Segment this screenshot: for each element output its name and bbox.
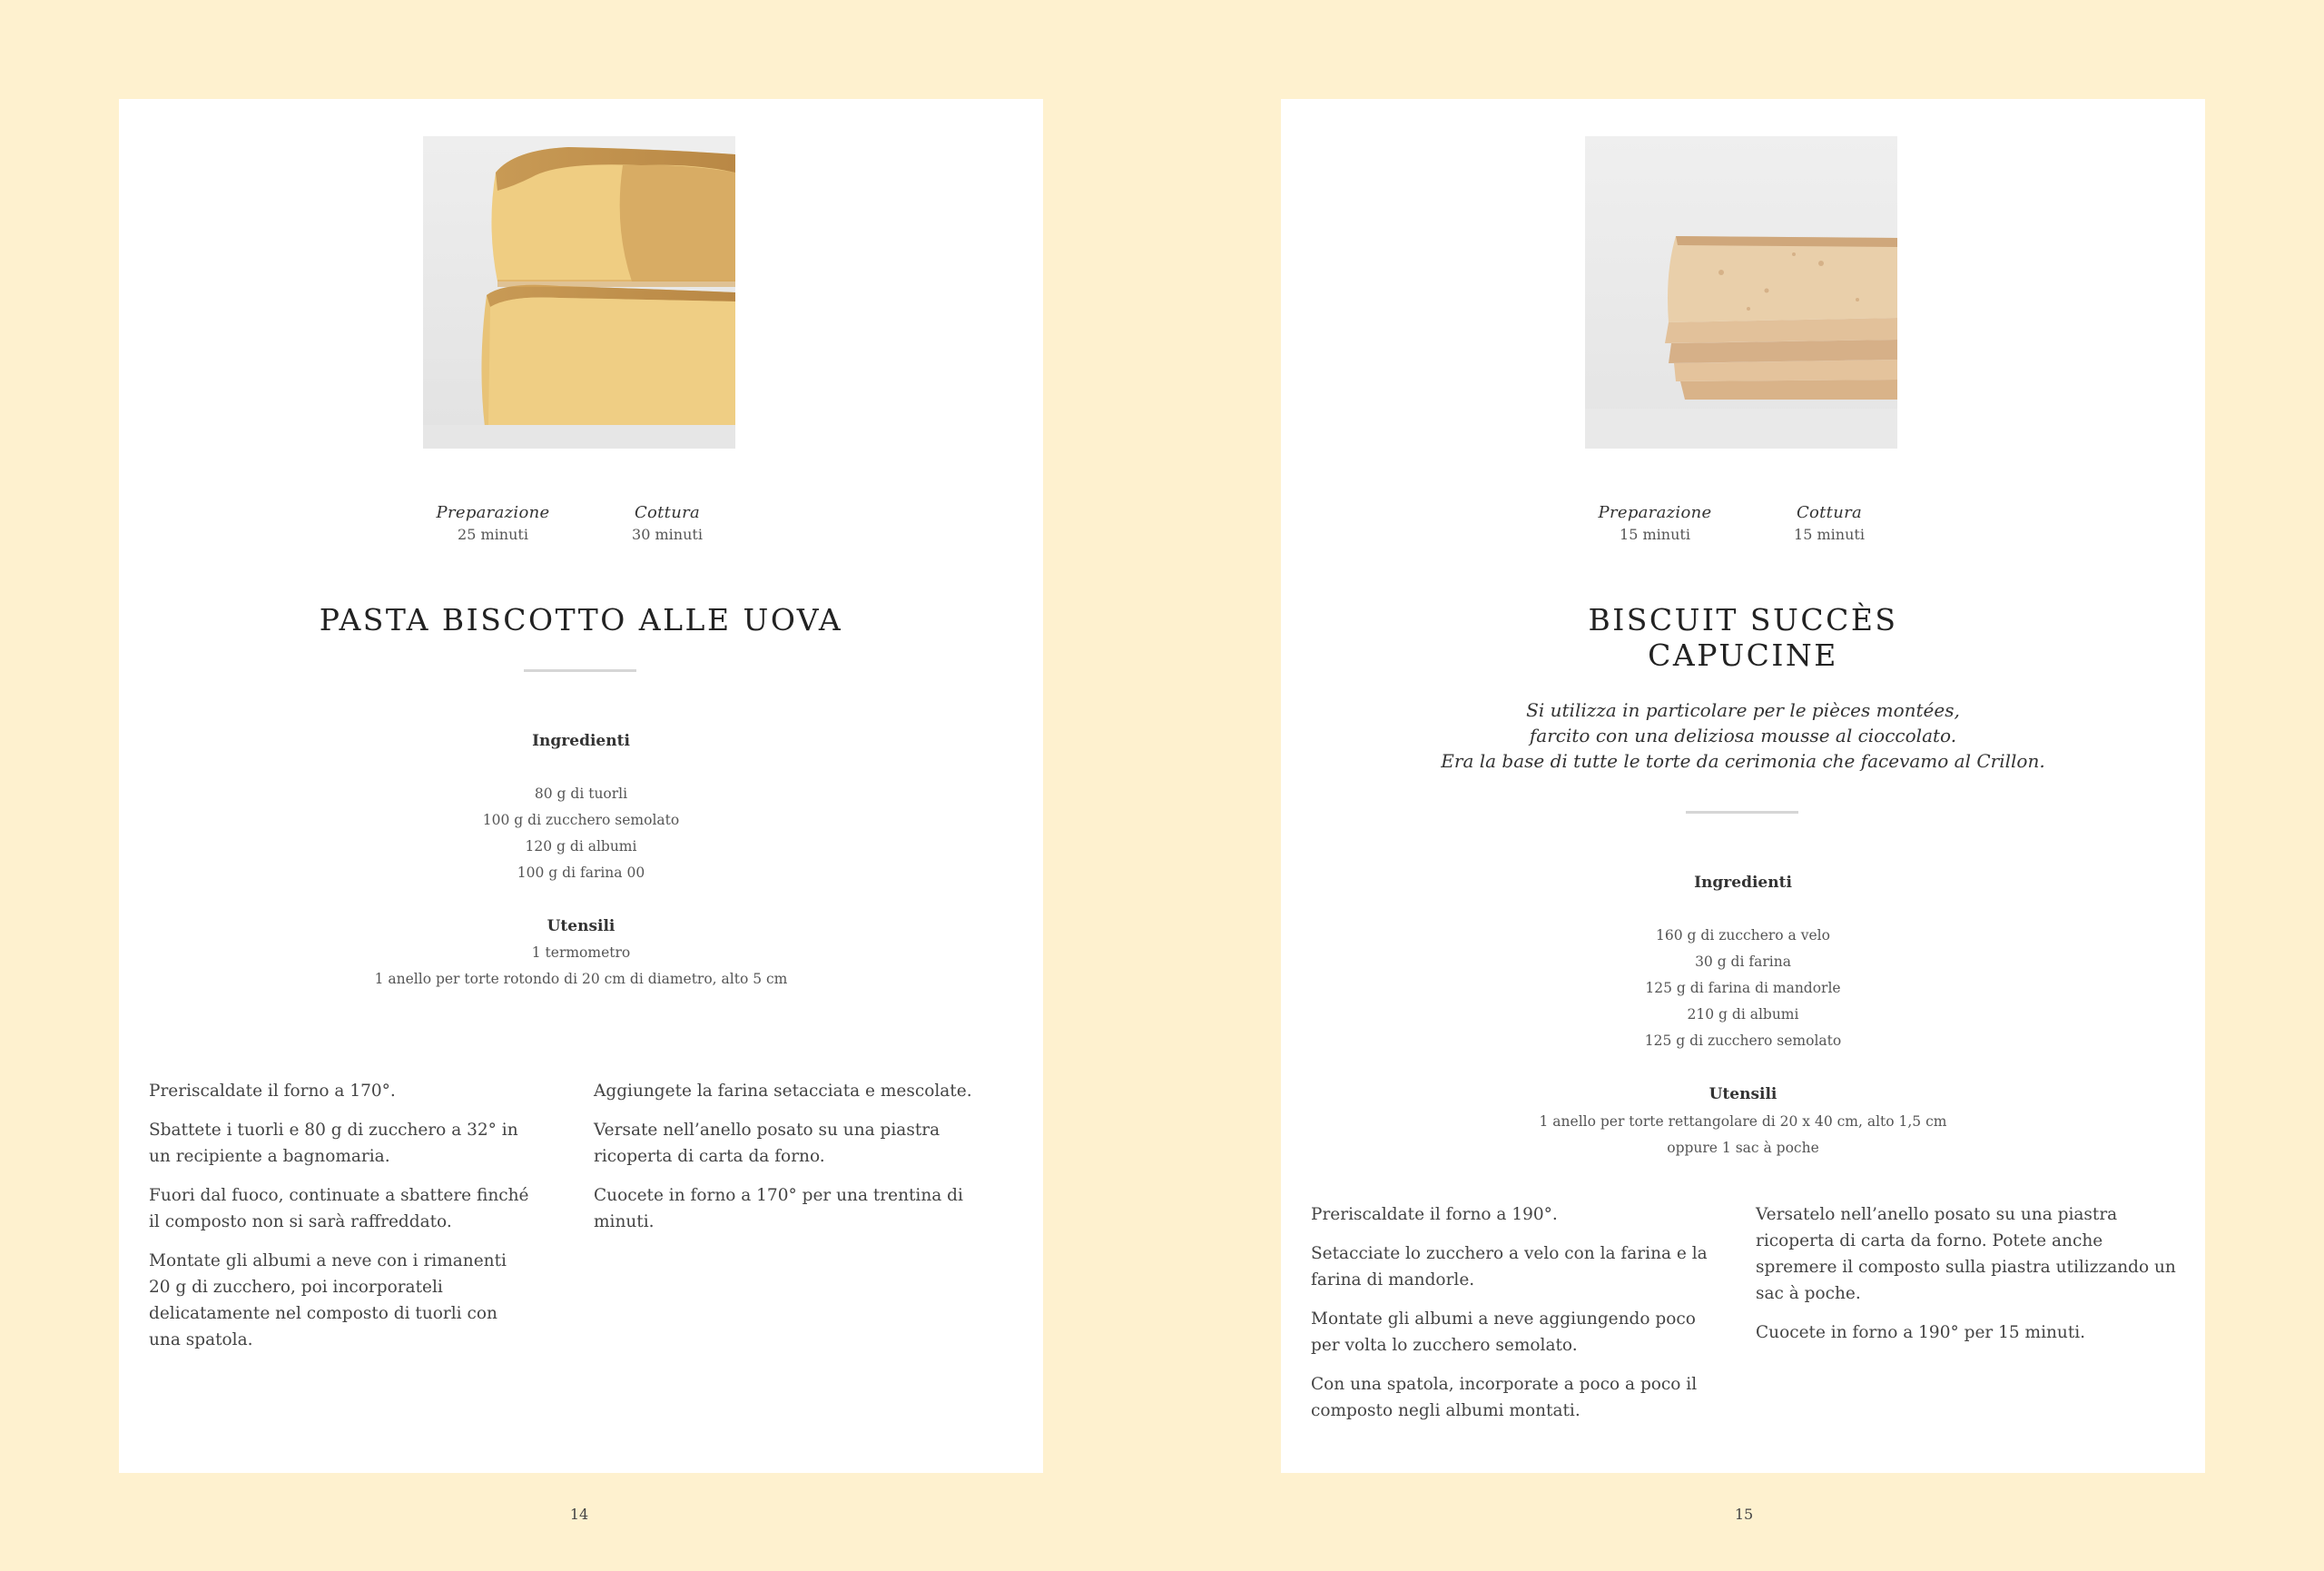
method-step: Con una spatola, incorporate a poco a poco il composto negli albumi montati.: [1311, 1375, 1698, 1420]
ingredient-item: 210 g di albumi: [1687, 1006, 1799, 1023]
cook-value: 15 minuti: [1794, 526, 1865, 543]
method-step: Montate gli albumi a neve con i rimanenti 20 g di zucchero, poi incorporateli delicatamente nel composto di tuorli con una spatola.: [149, 1251, 507, 1349]
title-divider: [524, 669, 636, 672]
prep-value: 15 minuti: [1620, 526, 1690, 543]
method-step: Montate gli albumi a neve aggiungendo poco per volta lo zucchero semolato.: [1311, 1309, 1696, 1355]
ingredients-heading: Ingredienti: [1694, 874, 1792, 892]
cook-label: Cottura: [634, 503, 701, 522]
right-page: [1281, 99, 2205, 1473]
method-step: Aggiungete la farina setacciata e mescolate.: [594, 1082, 972, 1101]
ingredient-item: 30 g di farina: [1695, 953, 1791, 970]
tools-list: [1281, 1109, 2205, 1161]
tool-item: 1 termometro: [531, 944, 631, 961]
ingredients-list: [119, 781, 1043, 886]
ingredient-item: 100 g di zucchero semolato: [482, 812, 680, 828]
cook-value: 30 minuti: [632, 526, 703, 543]
cook-label: Cottura: [1796, 503, 1863, 522]
method-step: Cuocete in forno a 190° per 15 minuti.: [1756, 1323, 2086, 1342]
method-step: Setacciate lo zucchero a velo con la farina e la farina di mandorle.: [1311, 1244, 1708, 1289]
tools-heading: Utensili: [547, 917, 615, 935]
tool-item: oppure 1 sac à poche: [1667, 1140, 1819, 1156]
title-divider: [1686, 811, 1798, 814]
method-step: Cuocete in forno a 170° per una trentina di minuti.: [594, 1186, 963, 1231]
method-step: Preriscaldate il forno a 190°.: [1311, 1205, 1558, 1224]
recipe-title-line: CAPUCINE: [1648, 637, 1838, 673]
method-step: Versatelo nell’anello posato su una piastra ricoperta di carta da forno. Potete anche spremere il composto sulla piastra utilizzando un sac à poche.: [1756, 1205, 2176, 1303]
method-step: Preriscaldate il forno a 170°.: [149, 1082, 396, 1101]
recipe-intro: [1281, 697, 2205, 774]
prep-time: [402, 503, 584, 543]
tool-item: 1 anello per torte rettangolare di 20 x 40 cm, alto 1,5 cm: [1539, 1113, 1947, 1130]
method-step: Fuori dal fuoco, continuate a sbattere finché il composto non si sarà raffreddato.: [149, 1186, 529, 1231]
recipe-title: PASTA BISCOTTO ALLE UOVA: [319, 602, 843, 637]
sponge-cake-photo: [423, 136, 735, 449]
method-column-right: [594, 1078, 1020, 1248]
prep-label: Preparazione: [436, 503, 550, 522]
tools-list: [119, 940, 1043, 993]
cook-time: [576, 503, 758, 543]
prep-time: [1564, 503, 1746, 543]
ingredients-list: [1281, 923, 2205, 1054]
ingredient-item: 160 g di zucchero a velo: [1656, 927, 1830, 944]
page-number-left: 14: [569, 1506, 589, 1523]
tool-item: 1 anello per torte rotondo di 20 cm di diametro, alto 5 cm: [374, 971, 788, 987]
prep-value: 25 minuti: [458, 526, 528, 543]
recipe-title-line: BISCUIT SUCCÈS: [1588, 602, 1898, 637]
method-step: Versate nell’anello posato su una piastra ricoperta di carta da forno.: [594, 1121, 940, 1166]
left-page: [119, 99, 1043, 1473]
ingredient-item: 125 g di zucchero semolato: [1644, 1033, 1842, 1049]
page-number-right: 15: [1734, 1506, 1754, 1523]
intro-line: farcito con una deliziosa mousse al cioccolato.: [1529, 725, 1957, 746]
ingredient-item: 125 g di farina di mandorle: [1645, 980, 1841, 996]
prep-label: Preparazione: [1598, 503, 1712, 522]
method-column-left: [1311, 1201, 1719, 1437]
method-column-right: [1756, 1201, 2182, 1359]
tools-heading: Utensili: [1709, 1085, 1777, 1103]
cook-time: [1738, 503, 1920, 543]
intro-line: Era la base di tutte le torte da cerimonia che facevamo al Crillon.: [1441, 750, 2045, 772]
recipe-title: [1281, 602, 2205, 673]
intro-line: Si utilizza in particolare per le pièces montées,: [1526, 699, 1960, 721]
ingredient-item: 120 g di albumi: [525, 838, 637, 855]
method-column-left: [149, 1078, 530, 1366]
ingredient-item: 100 g di farina 00: [517, 865, 645, 881]
ingredient-item: 80 g di tuorli: [534, 786, 628, 802]
ingredients-heading: Ingredienti: [532, 732, 630, 750]
method-step: Sbattete i tuorli e 80 g di zucchero a 32° in un recipiente a bagnomaria.: [149, 1121, 518, 1166]
biscuit-stack-photo: [1585, 136, 1897, 449]
